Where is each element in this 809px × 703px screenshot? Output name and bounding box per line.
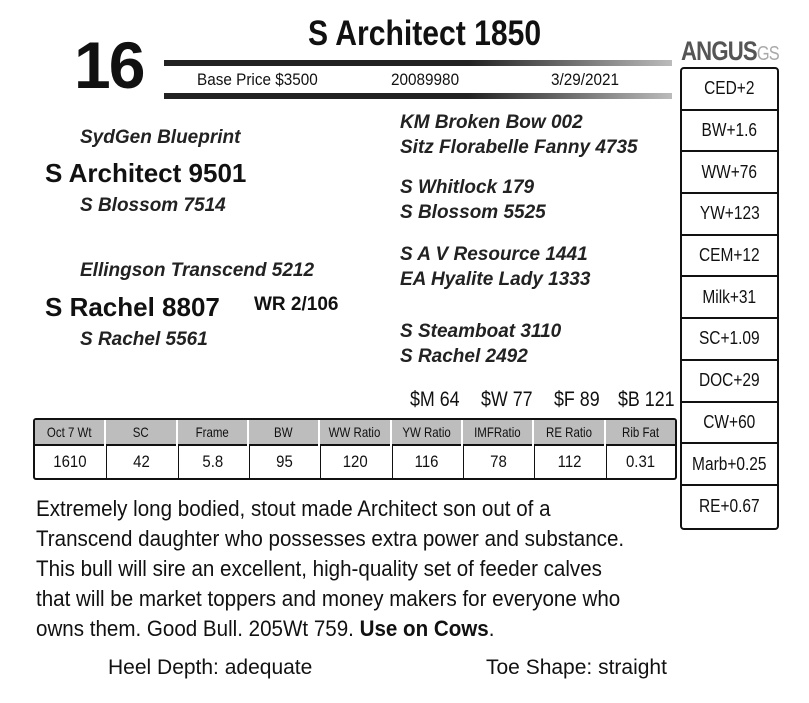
epd-column: [680, 67, 779, 530]
perf-value: 5.8: [178, 446, 247, 478]
dam-dam-dam: S Rachel 2492: [400, 346, 528, 367]
perf-value: 112: [534, 446, 603, 478]
description-line: owns them. Good Bull. 205Wt 759. Use on Cows.: [36, 616, 495, 641]
index-f: $F 89: [554, 388, 600, 411]
sire-sire: SydGen Blueprint: [80, 127, 241, 148]
description-line: Transcend daughter who possesses extra power and substance.: [36, 526, 625, 551]
birth-date: 3/29/2021: [551, 70, 620, 89]
perf-header: Oct 7 Wt: [35, 420, 104, 446]
perf-header: IMFRatio: [463, 420, 532, 446]
angus-gs-logo: ANGUSGS: [681, 36, 779, 66]
description-line: This bull will sire an excellent, high-quality set of feeder calves: [36, 556, 602, 581]
dam: S Rachel 8807: [45, 292, 220, 322]
base-price: Base Price $3500: [197, 70, 318, 89]
registration-number: 20089980: [391, 70, 460, 89]
epd-ww: WW+76: [682, 152, 777, 194]
use-on-cows: Use on Cows: [359, 616, 489, 641]
epd-milk: Milk+31: [682, 277, 777, 319]
sire-dam-dam: S Blossom 5525: [400, 202, 546, 223]
epd-yw: YW+123: [682, 194, 777, 236]
sire: S Architect 9501: [45, 158, 247, 188]
performance-table: [33, 418, 677, 480]
perf-value: 78: [463, 446, 532, 478]
epd-cw: CW+60: [682, 403, 777, 445]
perf-header: SC: [106, 420, 175, 446]
lot-number: 16: [74, 28, 144, 102]
dam-sire: Ellingson Transcend 5212: [80, 260, 315, 281]
perf-col-yw-ratio: [392, 420, 463, 478]
weaning-ratio: WR 2/106: [254, 294, 339, 315]
description-line: that will be market toppers and money makers for everyone who: [36, 586, 621, 611]
epd-bw: BW+1.6: [682, 111, 777, 153]
epd-ced: CED+2: [682, 69, 777, 111]
description-line: Extremely long bodied, stout made Architect son out of a: [36, 496, 551, 521]
perf-header: BW: [249, 420, 318, 446]
index-w: $W 77: [481, 388, 533, 411]
perf-col-wt: [35, 420, 106, 478]
perf-header: Frame: [178, 420, 247, 446]
perf-header: RE Ratio: [534, 420, 603, 446]
perf-header: WW Ratio: [320, 420, 389, 446]
description: [36, 494, 776, 644]
sire-sire-sire: KM Broken Bow 002: [400, 112, 583, 133]
perf-col-frame: [178, 420, 249, 478]
perf-col-imf-ratio: [463, 420, 534, 478]
index-b: $B 121: [618, 388, 675, 411]
perf-col-rib-fat: [606, 420, 675, 478]
perf-value: 116: [392, 446, 461, 478]
perf-col-re-ratio: [534, 420, 605, 478]
sire-dam: S Blossom 7514: [80, 195, 226, 216]
perf-value: 120: [320, 446, 389, 478]
toe-shape: Toe Shape: straight: [486, 656, 667, 679]
perf-col-sc: [106, 420, 177, 478]
heel-depth: Heel Depth: adequate: [108, 656, 313, 679]
index-m: $M 64: [410, 388, 460, 411]
dam-sire-dam: EA Hyalite Lady 1333: [400, 269, 591, 290]
header-rule-bottom: [164, 93, 672, 99]
animal-name: S Architect 1850: [307, 14, 542, 53]
epd-doc: DOC+29: [682, 361, 777, 403]
sire-dam-sire: S Whitlock 179: [400, 177, 535, 198]
perf-header: Rib Fat: [606, 420, 675, 446]
sire-sire-dam: Sitz Florabelle Fanny 4735: [400, 137, 638, 158]
perf-value: 1610: [53, 452, 87, 471]
header-rule-top: [164, 60, 672, 66]
dam-dam: S Rachel 5561: [80, 329, 208, 350]
epd-marb: Marb+0.25: [682, 444, 777, 486]
perf-value: 95: [249, 446, 318, 478]
perf-header: YW Ratio: [392, 420, 461, 446]
dam-dam-sire: S Steamboat 3110: [400, 321, 562, 342]
epd-cem: CEM+12: [682, 236, 777, 278]
perf-value: 42: [106, 446, 175, 478]
perf-col-ww-ratio: [320, 420, 391, 478]
perf-value: 0.31: [606, 446, 675, 478]
epd-sc: SC+1.09: [682, 319, 777, 361]
dam-sire-sire: S A V Resource 1441: [400, 244, 588, 265]
epd-re: RE+0.67: [699, 496, 760, 517]
perf-col-bw: [249, 420, 320, 478]
